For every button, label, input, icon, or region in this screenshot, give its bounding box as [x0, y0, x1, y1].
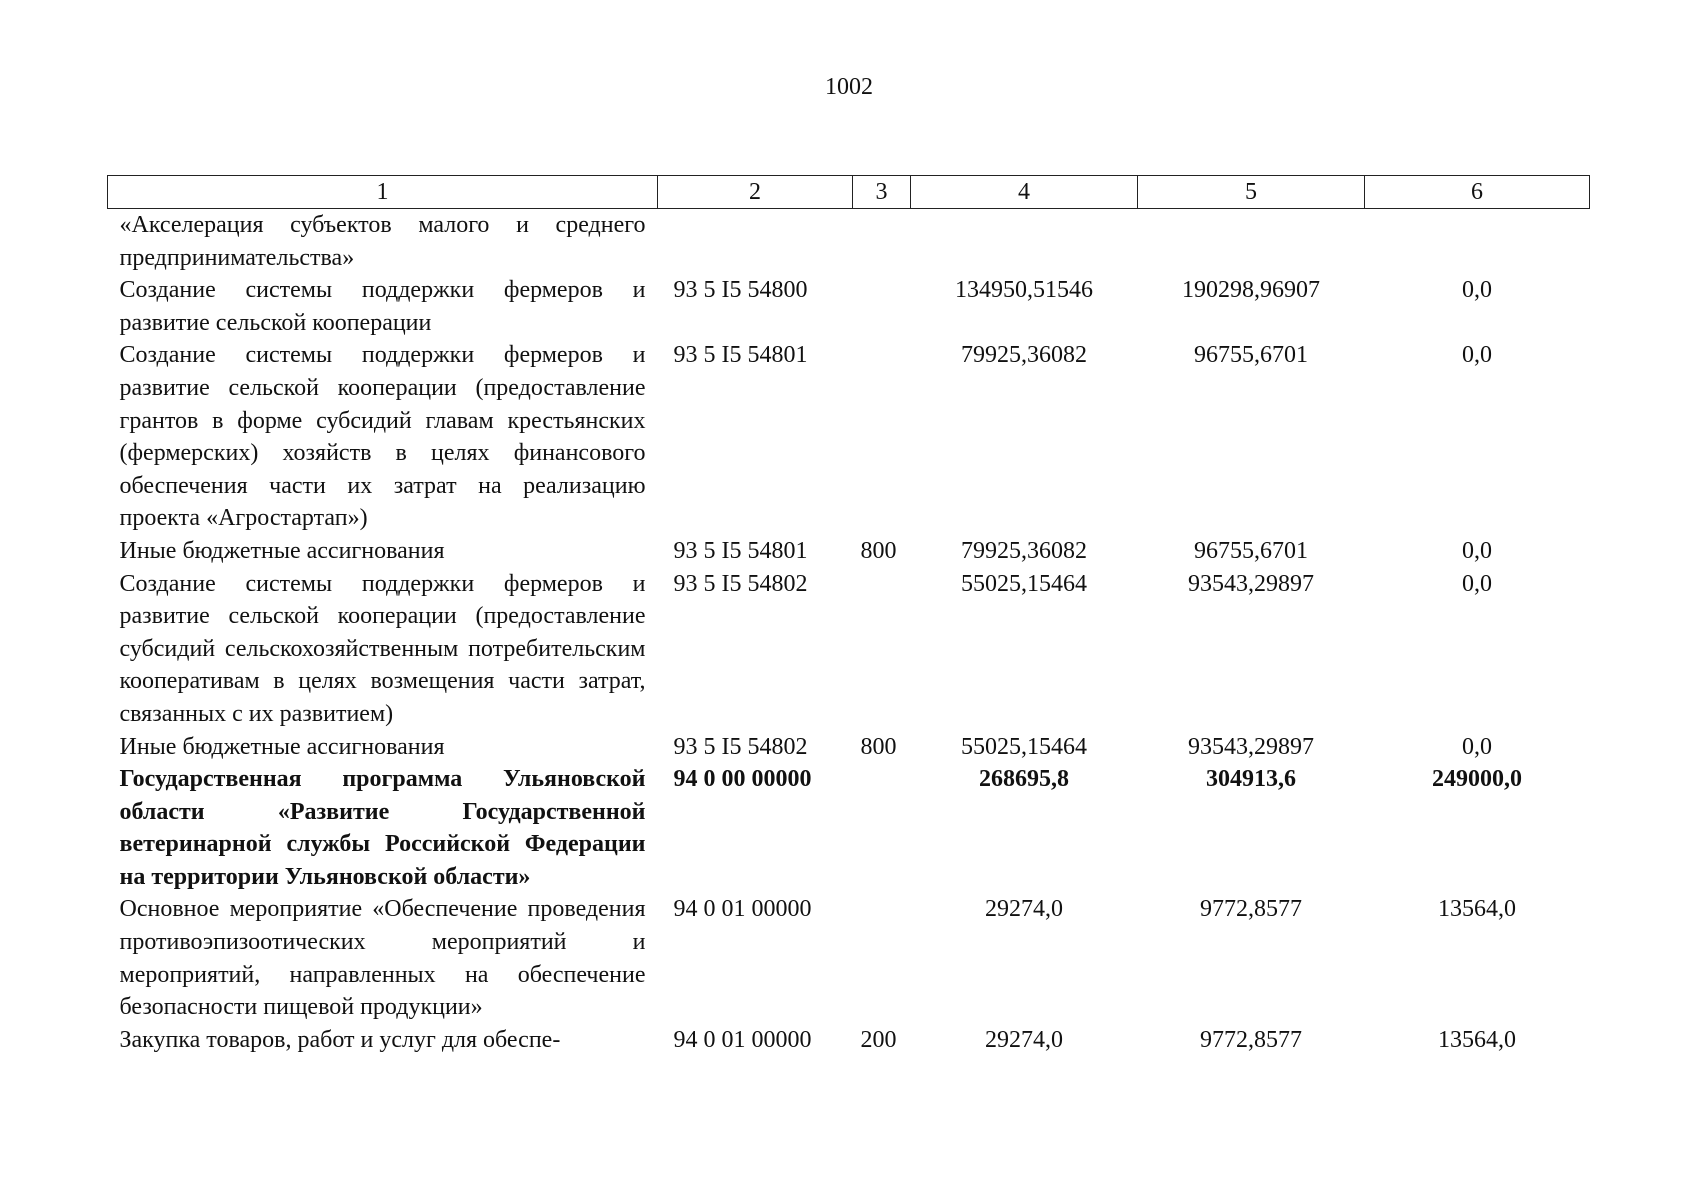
row-name-cell: Создание системы поддержки фермеров и развитие сельской кооперации — [119, 277, 646, 336]
row-value-5-cell: 93543,29897 — [1188, 733, 1314, 760]
header-row — [108, 176, 1590, 209]
row-code-cell: 93 5 I5 54802 — [673, 570, 808, 597]
row-value-6-cell: 0,0 — [1462, 537, 1492, 564]
column-header-4: 4 — [911, 176, 1138, 209]
row-expense-type-cell — [853, 274, 911, 339]
row-code-cell: 94 0 01 00000 — [673, 1026, 812, 1053]
row-name-cell: Государственная программа Ульяновской области «Развитие Государственной ветеринарной службы Российской Федерации на территории Ульяновской области» — [119, 766, 646, 890]
row-code-cell: 93 5 I5 54802 — [673, 733, 808, 760]
row-expense-type-cell — [853, 339, 911, 535]
table-row — [108, 731, 1590, 764]
budget-table — [107, 175, 1590, 1056]
row-code-cell — [658, 209, 853, 275]
row-value-5-cell: 96755,6701 — [1194, 537, 1308, 564]
row-name-cell: Иные бюджетные ассигнования — [119, 537, 445, 564]
table-row — [108, 568, 1590, 731]
row-name-cell: Основное мероприятие «Обеспечение проведения противоэпизоотических мероприятий и мероприятий, направленных на обеспечение безопасности пищевой продукции» — [119, 896, 646, 1021]
page-number: 1002 — [825, 74, 873, 100]
table-body — [108, 209, 1590, 1057]
row-code-cell: 94 0 01 00000 — [673, 896, 812, 923]
row-value-6-cell: 0,0 — [1462, 570, 1492, 597]
column-header-6: 6 — [1365, 176, 1590, 209]
table-row — [108, 209, 1590, 275]
row-name-cell: Иные бюджетные ассигнования — [119, 733, 445, 760]
row-expense-type-cell: 800 — [860, 537, 897, 564]
table-row — [108, 893, 1590, 1023]
row-value-5-cell: 9772,8577 — [1200, 896, 1302, 923]
row-code-cell: 93 5 I5 54801 — [673, 342, 808, 369]
row-value-6-cell: 249000,0 — [1432, 766, 1522, 793]
row-name-cell: Создание системы поддержки фермеров и развитие сельской кооперации (предоставление субсидий сельскохозяйственным потребительским кооперативам в целях возмещения части затрат, связанных с их развитием) — [119, 570, 646, 727]
row-name-cell: Закупка товаров, работ и услуг для обеспе- — [119, 1026, 561, 1053]
row-value-5-cell: 93543,29897 — [1188, 570, 1314, 597]
row-value-4-cell: 29274,0 — [985, 896, 1063, 923]
row-value-4-cell: 79925,36082 — [961, 342, 1087, 369]
table-row — [108, 339, 1590, 535]
row-value-4-cell: 29274,0 — [985, 1026, 1063, 1053]
row-value-4-cell: 55025,15464 — [961, 733, 1087, 760]
table-header — [108, 176, 1590, 209]
row-expense-type-cell: 800 — [860, 733, 897, 760]
column-header-1: 1 — [108, 176, 658, 209]
row-value-5-cell: 190298,96907 — [1182, 277, 1320, 304]
row-value-6-cell: 0,0 — [1462, 342, 1492, 369]
row-code-cell: 94 0 00 00000 — [673, 766, 812, 793]
row-value-4-cell: 79925,36082 — [961, 537, 1087, 564]
column-header-2: 2 — [658, 176, 853, 209]
row-value-4-cell: 268695,8 — [979, 766, 1069, 793]
row-value-5-cell: 304913,6 — [1206, 766, 1296, 793]
row-expense-type-cell — [853, 893, 911, 1023]
column-header-3: 3 — [853, 176, 911, 209]
row-expense-type-cell: 200 — [860, 1026, 897, 1053]
row-expense-type-cell — [853, 209, 911, 275]
row-value-5-cell: 9772,8577 — [1200, 1026, 1302, 1053]
row-value-4-cell: 134950,51546 — [955, 277, 1093, 304]
row-name-cell: Создание системы поддержки фермеров и развитие сельской кооперации (предоставление грантов в форме субсидий главам крестьянских (фермерских) хозяйств в целях финансового обеспечения части их затрат на реализацию проекта «Агростартап») — [119, 342, 646, 532]
row-value-6-cell — [1365, 209, 1590, 275]
row-value-5-cell — [1138, 209, 1365, 275]
table-row — [108, 535, 1590, 568]
row-value-6-cell: 0,0 — [1462, 733, 1492, 760]
row-value-4-cell: 55025,15464 — [961, 570, 1087, 597]
column-header-5: 5 — [1138, 176, 1365, 209]
row-expense-type-cell — [853, 568, 911, 731]
row-name-cell: «Акселерация субъектов малого и среднего предпринимательства» — [119, 212, 646, 271]
table-row — [108, 274, 1590, 339]
row-value-6-cell: 0,0 — [1462, 277, 1492, 304]
row-value-5-cell: 96755,6701 — [1194, 342, 1308, 369]
row-expense-type-cell — [853, 763, 911, 893]
row-value-4-cell — [911, 209, 1138, 275]
row-value-6-cell: 13564,0 — [1438, 1026, 1516, 1053]
table-row — [108, 1024, 1590, 1057]
table-row — [108, 763, 1590, 893]
row-value-6-cell: 13564,0 — [1438, 896, 1516, 923]
row-code-cell: 93 5 I5 54801 — [673, 537, 808, 564]
row-code-cell: 93 5 I5 54800 — [673, 277, 808, 304]
